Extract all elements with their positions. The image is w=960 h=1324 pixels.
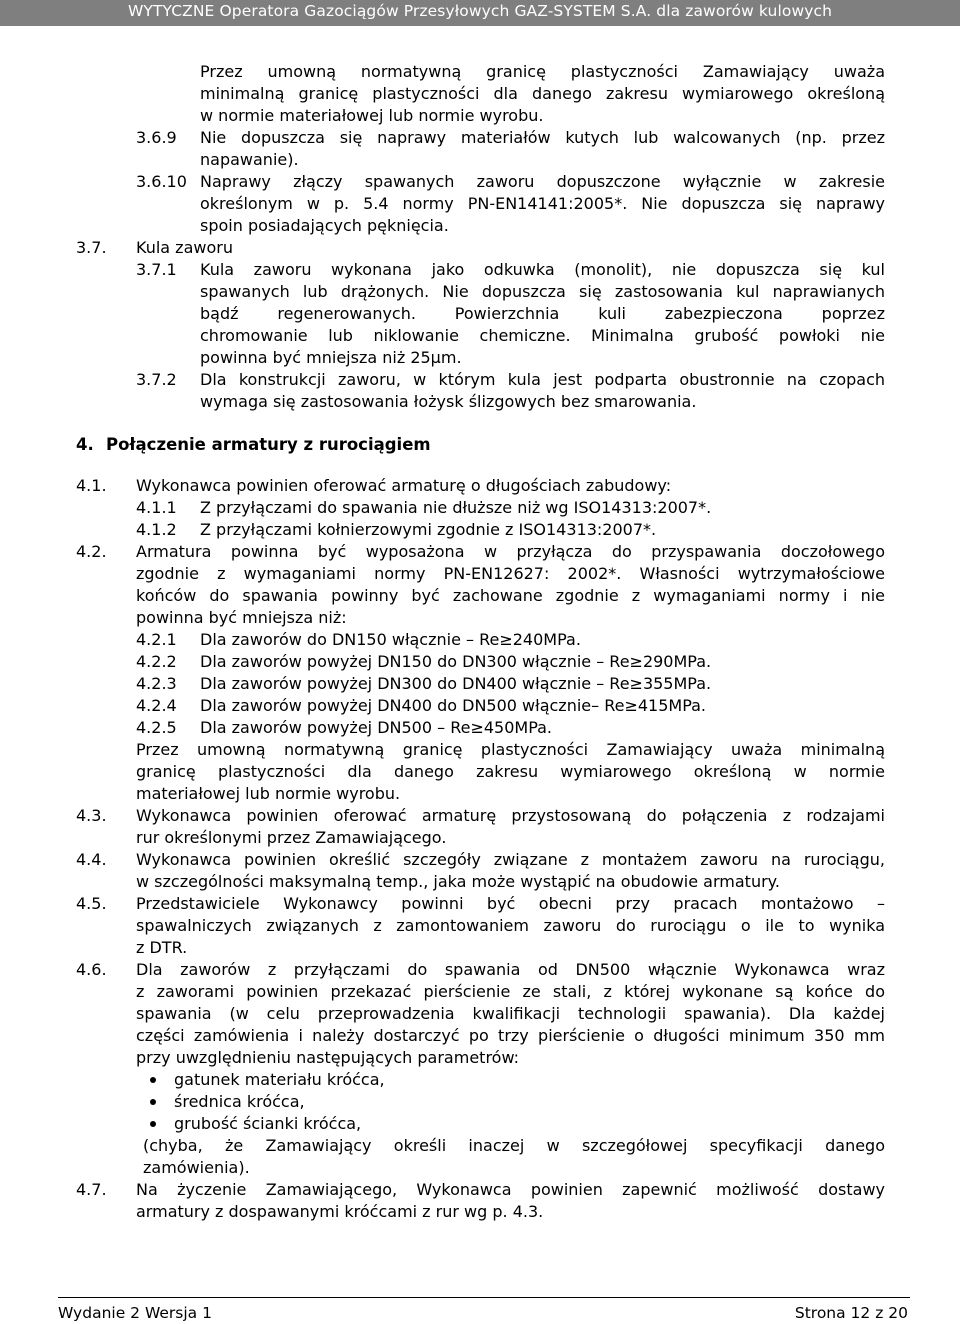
section-number: 4.6. [76, 960, 107, 979]
bullet-text: średnica króćca, [174, 1092, 305, 1111]
paragraph-line: powinna być mniejsza niż: [136, 608, 347, 627]
paragraph-line: w szczególności maksymalną temp., jaka może wystąpić na obudowie armatury. [136, 872, 780, 891]
item-text: Dla zaworów powyżej DN150 do DN300 włącznie – Re≥290MPa. [200, 652, 712, 671]
paragraph-line: Dla zaworów z przyłączami do spawania od DN500 włącznie Wykonawca wraz [136, 960, 885, 979]
section-number: 3.6.9 [136, 128, 177, 147]
paragraph-line: określonym w p. 5.4 normy PN-EN14141:2005*. Nie dopuszcza się naprawy [200, 194, 885, 213]
bullet-text: gatunek materiału króćca, [174, 1070, 385, 1089]
section-number: 3.7.1 [136, 260, 177, 279]
paragraph-line: Nie dopuszcza się naprawy materiałów kutych lub walcowanych (np. przez [200, 128, 885, 147]
item-text: Z przyłączami do spawania nie dłuższe niż wg ISO14313:2007*. [200, 498, 712, 517]
item-number: 4.2.5 [136, 718, 177, 737]
paragraph-line: napawanie). [200, 150, 299, 169]
section-number: 3.7.2 [136, 370, 177, 389]
paragraph-line: zamówienia). [143, 1158, 250, 1177]
paragraph-line: Przez umowną normatywną granicę plastyczności Zamawiający uważa minimalną [136, 740, 885, 759]
paragraph-line: Dla konstrukcji zaworu, w którym kula jest podparta obustronnie na czopach [200, 370, 885, 389]
paragraph-line: Przez umowną normatywną granicę plastyczności Zamawiający uważa [200, 62, 885, 81]
paragraph-line: Na życzenie Zamawiającego, Wykonawca powinien zapewnić możliwość dostawy [136, 1180, 885, 1199]
paragraph-line: Wykonawca powinien oferować armaturę przystosowaną do połączenia z rodzajami [136, 806, 885, 825]
item-number: 4.1.1 [136, 498, 177, 517]
paragraph-line: chromowanie lub niklowanie chemiczne. Minimalna grubość powłoki nie [200, 326, 885, 345]
paragraph-line: granicę plastyczności dla danego zakresu wymiarowego określoną w normie [136, 762, 885, 781]
paragraph-line: części zamówienia i należy dostarczyć po trzy pierścienie o długości minimum 350 mm [136, 1026, 885, 1045]
paragraph-line: armatury z dospawanymi króćcami z rur wg p. 4.3. [136, 1202, 544, 1221]
section-number: 4.5. [76, 894, 107, 913]
item-number: 4.1.2 [136, 520, 177, 539]
section-title: Kula zaworu [136, 238, 233, 257]
section-number: 3.6.10 [136, 172, 187, 191]
paragraph-line: Armatura powinna być wyposażona w przyłącza do przyspawania doczołowego [136, 542, 885, 561]
footer-edition: Wydanie 2 Wersja 1 [58, 1304, 212, 1322]
paragraph-line: Kula zaworu wykonana jako odkuwka (monolit), nie dopuszcza się kul [200, 260, 885, 279]
item-number: 4.2.1 [136, 630, 177, 649]
chapter-number: 4. [76, 435, 94, 454]
item-number: 4.2.4 [136, 696, 177, 715]
paragraph-line: spawania (w celu przeprowadzenia kwalifikacji technologii spawania). Dla każdej [136, 1004, 885, 1023]
bullet-icon [150, 1099, 156, 1105]
section-number: 4.7. [76, 1180, 107, 1199]
bullet-icon [150, 1121, 156, 1127]
paragraph-line: wymaga się zastosowania łożysk ślizgowych bez smarowania. [200, 392, 697, 411]
paragraph-line: zgodnie z wymaganiami normy PN-EN12627: 2002*. Własności wytrzymałościowe [136, 564, 885, 583]
paragraph-line: rur określonymi przez Zamawiającego. [136, 828, 447, 847]
item-text: Dla zaworów powyżej DN400 do DN500 włącznie– Re≥415MPa. [200, 696, 707, 715]
paragraph-line: Wykonawca powinien określić szczegóły związane z montażem zaworu na rurociągu, [136, 850, 885, 869]
paragraph-line: Wykonawca powinien oferować armaturę o długościach zabudowy: [136, 476, 672, 495]
footer-page-number: Strona 12 z 20 [794, 1304, 908, 1322]
paragraph-line: w normie materiałowej lub normie wyrobu. [200, 106, 544, 125]
item-text: Dla zaworów powyżej DN300 do DN400 włącznie – Re≥355MPa. [200, 674, 712, 693]
paragraph-line: z DTR. [136, 938, 188, 957]
item-text: Dla zaworów powyżej DN500 – Re≥450MPa. [200, 718, 553, 737]
bullet-icon [150, 1077, 156, 1083]
paragraph-line: powinna być mniejsza niż 25µm. [200, 348, 462, 367]
paragraph-line: (chyba, że Zamawiający określi inaczej w szczegółowej specyfikacji danego [143, 1136, 885, 1155]
chapter-title: Połączenie armatury z rurociągiem [106, 435, 431, 454]
paragraph-line: przy uwzględnieniu następujących parametrów: [136, 1048, 520, 1067]
bullet-text: grubość ścianki króćca, [174, 1114, 362, 1133]
paragraph-line: Naprawy złączy spawanych zaworu dopuszczone wyłącznie w zakresie [200, 172, 885, 191]
item-number: 4.2.3 [136, 674, 177, 693]
item-text: Z przyłączami kołnierzowymi zgodnie z ISO14313:2007*. [200, 520, 657, 539]
section-number: 4.3. [76, 806, 107, 825]
paragraph-line: końców do spawania powinny być zachowane zgodnie z wymaganiami normy i nie [136, 586, 885, 605]
item-number: 4.2.2 [136, 652, 177, 671]
paragraph-line: materiałowej lub normie wyrobu. [136, 784, 401, 803]
paragraph-line: bądź regenerowanych. Powierzchnia kuli zabezpieczona poprzez [200, 304, 885, 323]
section-number: 3.7. [76, 238, 107, 257]
paragraph-line: minimalną granicę plastyczności dla danego zakresu wymiarowego określoną [200, 84, 885, 103]
paragraph-line: Przedstawiciele Wykonawcy powinni być obecni przy pracach montażowo – [136, 894, 885, 913]
paragraph-line: z zaworami powinien przekazać pierścienie ze stali, z której wykonane są końce do [136, 982, 885, 1001]
paragraph-line: spawanych lub drążonych. Nie dopuszcza się zastosowania kul naprawianych [200, 282, 885, 301]
paragraph-line: spawalniczych związanych z zamontowaniem zaworu do rurociągu o ile to wynika [136, 916, 885, 935]
item-text: Dla zaworów do DN150 włącznie – Re≥240MPa. [200, 630, 581, 649]
section-number: 4.2. [76, 542, 107, 561]
footer-divider [58, 1297, 910, 1298]
section-number: 4.4. [76, 850, 107, 869]
section-number: 4.1. [76, 476, 107, 495]
header-title: WYTYCZNE Operatora Gazociągów Przesyłowych GAZ-SYSTEM S.A. dla zaworów kulowych [127, 2, 833, 20]
paragraph-line: spoin posiadających pęknięcia. [200, 216, 449, 235]
